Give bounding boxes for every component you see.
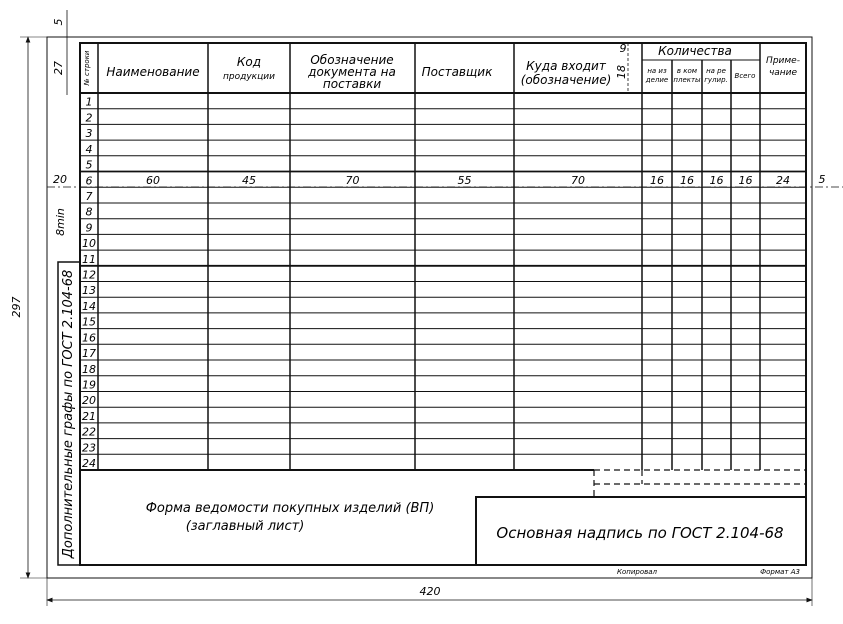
dim-left-margin: 20 xyxy=(53,173,67,186)
row-number: 13 xyxy=(82,284,96,298)
col-header-supplier: Поставщик xyxy=(421,65,493,79)
title-block-text: Основная надпись по ГОСТ 2.104-68 xyxy=(496,524,784,542)
form-title: Форма ведомости покупных изделий (ВП) xyxy=(145,501,435,516)
row-number: 3 xyxy=(85,127,93,141)
column-width-label: 16 xyxy=(680,174,694,187)
col-header-code-2: продукции xyxy=(223,72,275,82)
col-header-num: № строки xyxy=(83,50,91,86)
dim-sheet-width: 420 xyxy=(419,585,441,598)
col-header-note-2: чание xyxy=(768,68,798,78)
dim-header-height: 27 xyxy=(52,61,65,75)
col-header-code-1: Код xyxy=(236,55,262,69)
row-numbers xyxy=(82,96,96,470)
qty-sub-4: Всего xyxy=(734,72,756,80)
row-number: 16 xyxy=(82,331,96,345)
row-number: 6 xyxy=(85,174,93,188)
column-width-label: 16 xyxy=(709,174,724,187)
column-lines xyxy=(98,43,760,470)
qty-sub-2b: плекты xyxy=(673,76,701,84)
row-number: 19 xyxy=(82,378,96,392)
column-width-label: 16 xyxy=(738,174,753,187)
dim-sub-h2: 18 xyxy=(615,65,628,79)
col-header-where-2: (обозначение) xyxy=(520,73,612,87)
dashed-continuation xyxy=(594,470,806,497)
qty-sub-1b: делие xyxy=(645,76,669,84)
row-number: 4 xyxy=(85,142,93,156)
footer-format: Формат А3 xyxy=(760,568,800,576)
row-number: 1 xyxy=(85,95,93,109)
row-number: 7 xyxy=(85,190,93,203)
qty-sub-3a: на ре xyxy=(706,67,726,75)
row-number: 2 xyxy=(85,111,93,125)
row-number: 9 xyxy=(85,221,93,235)
col-header-qty: Количества xyxy=(658,44,732,58)
column-width-label: 45 xyxy=(242,174,256,187)
row-number: 20 xyxy=(82,394,96,408)
col-header-doc-2: документа на xyxy=(308,65,396,79)
row-number: 5 xyxy=(85,158,93,172)
col-header-note-1: Приме- xyxy=(766,56,800,66)
dim-right-margin: 5 xyxy=(818,173,826,186)
dim-top-margin: 5 xyxy=(52,18,65,26)
side-label: Дополнительные графы по ГОСТ 2.104-68 xyxy=(61,269,76,559)
inner-frame xyxy=(80,43,806,565)
row-number: 12 xyxy=(82,268,96,282)
form-subtitle: (заглавный лист) xyxy=(185,519,305,534)
column-width-label: 16 xyxy=(650,174,664,187)
column-widths xyxy=(146,174,790,187)
dim-sheet-height: 297 xyxy=(10,296,23,318)
qty-sub-1a: на из xyxy=(647,67,667,75)
col-header-where-1: Куда входит xyxy=(526,59,606,73)
column-width-label: 24 xyxy=(776,174,790,187)
footer-copied: Копировал xyxy=(617,568,657,576)
row-number: 10 xyxy=(82,237,96,251)
dim-row-min: 8min xyxy=(54,208,67,236)
column-width-label: 55 xyxy=(457,174,472,187)
row-number: 14 xyxy=(82,299,96,313)
row-lines xyxy=(80,109,806,455)
column-width-label: 70 xyxy=(345,174,360,187)
row-number: 11 xyxy=(82,252,96,266)
row-number: 18 xyxy=(82,362,96,376)
col-header-name: Наименование xyxy=(106,65,200,79)
row-number: 22 xyxy=(82,425,96,439)
row-number: 17 xyxy=(82,347,96,360)
row-number: 24 xyxy=(82,457,96,470)
row-number: 15 xyxy=(82,315,96,329)
row-number: 21 xyxy=(82,409,96,423)
col-header-doc-3: поставки xyxy=(322,77,382,91)
column-width-label: 70 xyxy=(571,174,585,187)
dim-sub-h: 9 xyxy=(619,42,627,55)
row-number: 23 xyxy=(82,441,96,455)
qty-sub-3b: гулир. xyxy=(704,76,728,84)
row-number: 8 xyxy=(85,205,93,219)
column-width-label: 60 xyxy=(146,174,160,187)
qty-sub-2a: в ком xyxy=(676,67,698,75)
col-header-doc-1: Обозначение xyxy=(310,53,394,67)
